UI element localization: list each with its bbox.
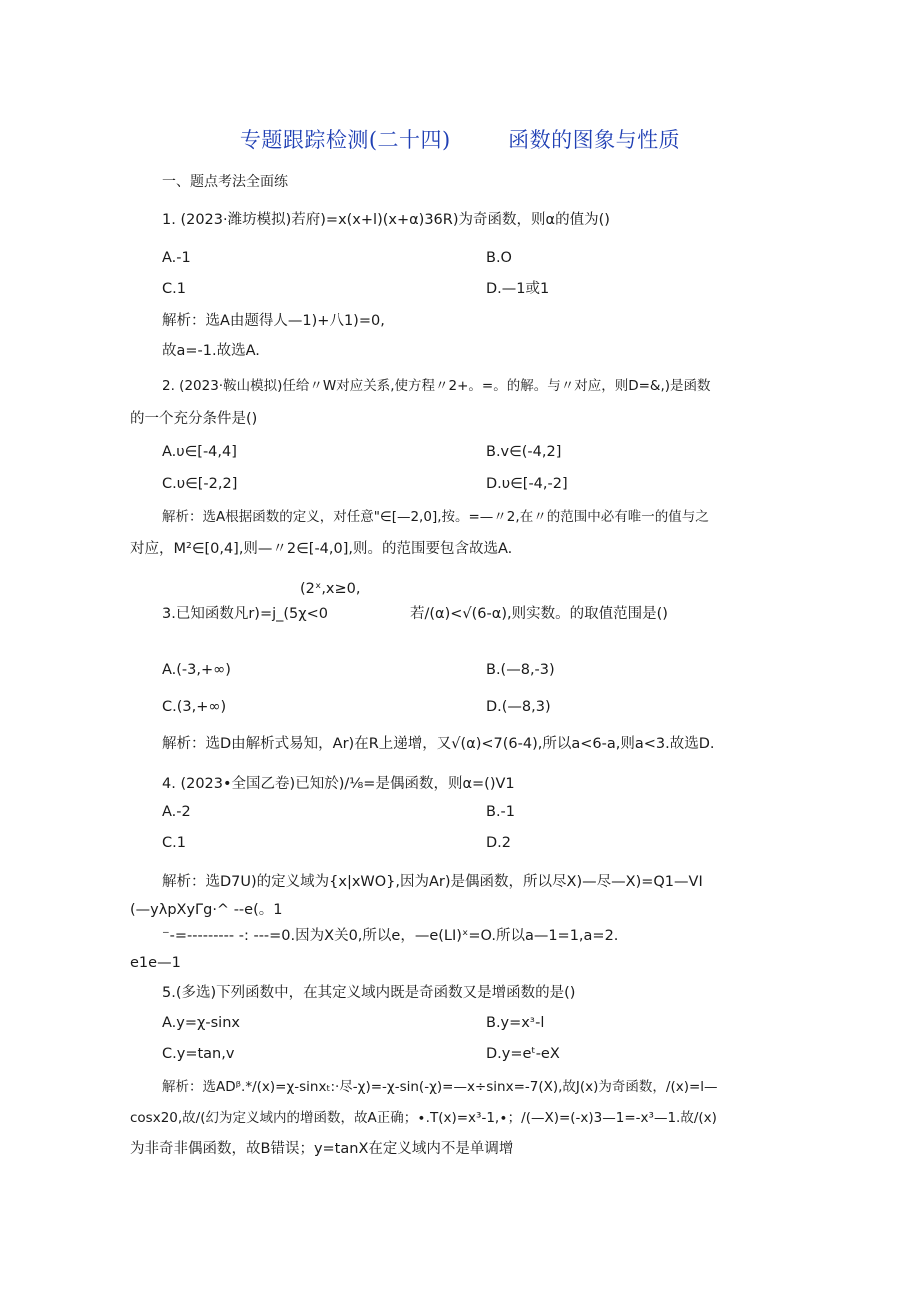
option-3b: B.(—8,-3) [486,662,555,678]
option-5b: B.y=xᶟ-l [486,1015,545,1031]
solution-5-line-1: 解析：选ADᵝ.*/(x)=χ-sinxₜ:·尽-χ)=-χ-sin(-χ)=—x÷sinx=-7(X),故J(x)为奇函数，/(x)=l— [162,1079,718,1095]
option-5a: A.y=χ-sinx [162,1015,240,1031]
solution-4-line-4: e1e—1 [130,955,181,971]
option-3a: A.(-3,+∞) [162,662,231,678]
option-4b: B.-1 [486,804,516,820]
question-2-line-2: 的一个充分条件是() [130,411,258,427]
question-3-piecewise-top: (2ˣ,x≥0, [300,581,361,597]
option-3c: C.(3,+∞) [162,699,227,715]
option-2a: A.υ∈[-4,4] [162,444,237,460]
question-5: 5.(多选)下列函数中，在其定义域内既是奇函数又是增函数的是() [162,985,576,1001]
solution-2-line-1: 解析：选A根据函数的定义，对任意"∈[—2,0],按。=—〃2,在〃的范围中必有唯一的值与之 [162,509,709,525]
option-5c: C.y=tan,v [162,1046,235,1062]
question-3-right: 若/(α)<√(6-α),则实数。的取值范围是() [410,606,668,622]
question-2-line-1: 2. (2023·鞍山模拟)任给〃W对应关系,使方程〃2+。=。的解。与〃对应，则D=&,)是函数 [162,378,711,394]
option-1b: B.O [486,250,512,266]
solution-1-line-1: 解析：选A由题得人—1)+八1)=0, [162,313,385,329]
solution-3: 解析：选D由解析式易知，Ar)在R上递增，又√(α)<7(6-4),所以a<6-a,则a<3.故选D. [162,736,715,752]
option-4c: C.1 [162,835,186,851]
option-4a: A.-2 [162,804,191,820]
solution-4-line-3: ⁻-=--------- -: ---=0.因为X关0,所以e，—e(LI)ˣ=O.所以a—1=1,a=2. [162,928,619,944]
option-1d: D.—1或1 [486,281,550,297]
option-2c: C.υ∈[-2,2] [162,476,238,492]
option-2b: B.v∈(-4,2] [486,444,562,460]
option-1c: C.1 [162,281,186,297]
option-5d: D.y=eᵗ-eX [486,1046,560,1062]
option-2d: D.υ∈[-4,-2] [486,476,568,492]
page-title: 专题跟踪检测(二十四) 函数的图象与性质 [239,128,681,152]
solution-5-line-2: cosx20,故/(幻为定义域内的增函数，故A正确；∙.T(x)=x³-1,∙；/(—X)=(-x)3—1=-x³—1.故/(x) [130,1110,717,1126]
section-heading: 一、题点考法全面练 [162,174,288,190]
solution-1-line-2: 故a=-1.故选A. [162,343,260,359]
option-1a: A.-1 [162,250,191,266]
question-1: 1. (2023·潍坊模拟)若府)=x(x+l)(x+α)36R)为奇函数，则α的值为() [162,212,610,228]
option-4d: D.2 [486,835,511,851]
option-3d: D.(—8,3) [486,699,551,715]
solution-5-line-3: 为非奇非偶函数，故B错误；y=tanX在定义域内不是单调增 [130,1141,514,1157]
solution-4-line-2: (—yλpXyΓg·^ --e(。1 [130,902,283,918]
solution-2-line-2: 对应，M²∈[0,4],则—〃2∈[-4,0],则。的范围要包含故选A. [130,541,513,557]
solution-4-line-1: 解析：选D7U)的定义域为{x|xWO},因为Ar)是偶函数，所以尽X)—尽—X)=Q1—VI [162,874,703,890]
question-3-left: 3.已知函数凡r)=j_(5χ<0 [162,606,329,622]
question-4: 4. (2023•全国乙卷)已知於)/⅛=是偶函数，则α=()V1 [162,776,515,792]
